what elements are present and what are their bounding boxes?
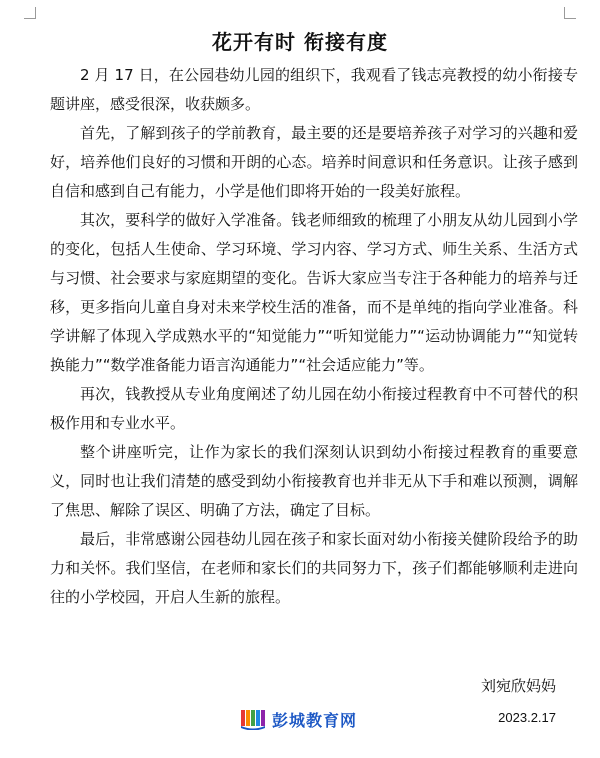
page-corner-mark-right	[564, 7, 576, 19]
signature: 刘宛欣妈妈	[480, 677, 556, 695]
document-title: 花开有时 衔接有度	[212, 30, 388, 54]
logo-text: 彭城教育网	[272, 710, 358, 730]
paragraph-4: 再次，钱教授从专业角度阐述了幼儿园在幼小衔接过程教育中不可替代的积极作用和专业水平。	[50, 385, 578, 432]
paragraph-6: 最后，非常感谢公园巷幼儿园在孩子和家长面对幼小衔接关健阶段给予的助力和关怀。我们坚信，在老师和家长们的共同努力下，孩子们都能够顺利走进向往的小学校园，开启人生新的旅程。	[50, 530, 578, 606]
paragraph-2: 首先，了解到孩子的学前教育，最主要的还是要培养孩子对学习的兴趣和爱好，培养他们良好的习惯和开朗的心态。培养时间意识和任务意识。让孩子感到自信和感到自己有能力，小学是他们即将开始的一段美好旅程。	[50, 124, 578, 200]
watermark-logo	[240, 706, 357, 732]
document-body	[50, 61, 578, 612]
paragraph-5: 整个讲座听完，让作为家长的我们深刻认识到幼小衔接过程教育的重要意义，同时也让我们清楚的感受到幼小衔接教育也并非无从下手和难以预测，调解了焦思、解除了误区、明确了方法，确定了目标。	[50, 443, 578, 519]
page-corner-mark-left	[24, 7, 36, 19]
paragraph-3: 其次，要科学的做好入学准备。钱老师细致的梳理了小朋友从幼儿园到小学的变化，包括人生使命、学习环境、学习内容、学习方式、师生关系、生活方式与习惯、社会要求与家庭期望的变化。告诉大家应当专注于各种能力的培养与迁移，更多指向儿童自身对未来学校生活的准备，而不是单纯的指向学业准备。科学讲解了体现入学成熟水平的“知觉能力”“听知觉能力”“运动协调能力”“知觉转换能力”“数学准备能力语言沟通能力”“社会适应能力”等。	[50, 211, 578, 374]
book-logo-icon	[240, 708, 266, 730]
document-date: 2023.2.17	[498, 710, 556, 725]
paragraph-1: 2 月 17 日，在公园巷幼儿园的组织下，我观看了钱志亮教授的幼小衔接专题讲座，感受很深，收获颇多。	[50, 66, 578, 113]
